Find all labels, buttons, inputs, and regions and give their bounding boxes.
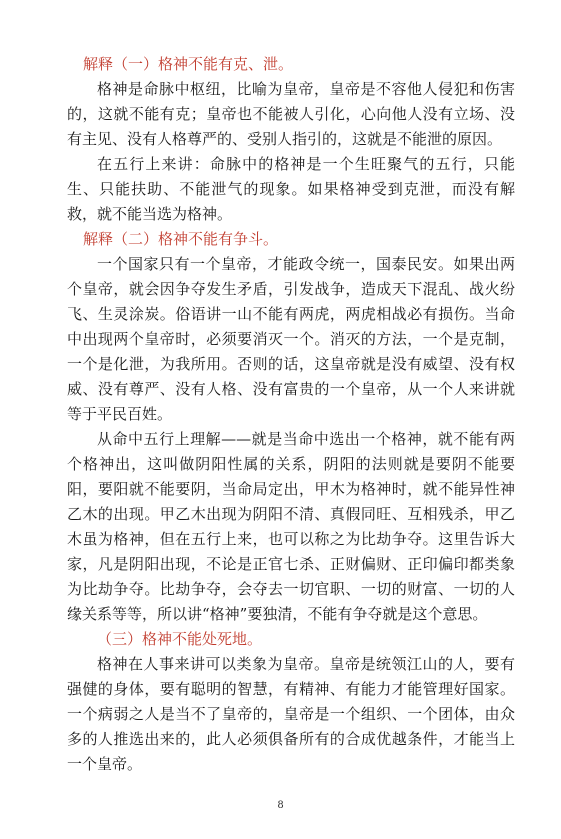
paragraph-two: 在五行上来讲：命脉中的格神是一个生旺聚气的五行，只能生、只能扶助、不能泄气的现象。如果格神受到克泄，而没有解救，就不能当选为格神。	[67, 155, 515, 223]
paragraph-three: 一个国家只有一个皇帝，才能政令统一，国泰民安。如果出两个皇帝，就会因争夺发生矛盾，引发战争，造成天下混乱、战火纷飞、生灵涂炭。俗语讲一山不能有两虎，两虎相战必有损伤。当命中出现两个皇帝时，必须要消灭一个。消灭的方法，一个是克制，一个是化泄，为我所用。否则的话，这皇帝就是没有威望、没有权威、没有尊严、没有人格、没有富贵的一个皇帝，从一个人来讲就等于平民百姓。	[67, 255, 515, 423]
paragraph-four: 从命中五行上理解——就是当命中选出一个格神，就不能有两个格神出，这叫做阴阳性属的关系，阴阳的法则就是要阴不能要阳，要阳就不能要阴，当命局定出，甲木为格神时，就不能异性神乙木的出现。甲乙木出现为阴阳不清、真假同旺、互相残杀，甲乙木虽为格神，但在五行上来，也可以称之为比劫争夺。这里告诉大家，凡是阴阳出现，不论是正官七杀、正财偏财、正印偏印都类象为比劫争夺。比劫争夺，会夺去一切官职、一切的财富、一切的人缘关系等等，所以讲“格神”要独清，不能有争夺就是这个意思。	[67, 430, 515, 623]
section-heading-three: （三）格神不能处死地。	[97, 630, 263, 648]
section-heading-two: 解释（二）格神不能有争斗。	[83, 230, 279, 248]
paragraph-one: 格神是命脉中枢纽，比喻为皇帝，皇帝是不容他人侵犯和伤害的，这就不能有克；皇帝也不能被人引化，心向他人没有立场、没有主见、没有人格尊严的、受别人指引的，这就是不能泄的原因。	[67, 80, 515, 148]
page-content	[67, 40, 515, 777]
paragraph-five: 格神在人事来讲可以类象为皇帝。皇帝是统领江山的人，要有强健的身体，要有聪明的智慧，有精神、有能力才能管理好国家。一个病弱之人是当不了皇帝的，皇帝是一个组织、一个团体，由众多的人推选出来的，此人必须俱备所有的合成优越条件，才能当上一个皇帝。	[67, 655, 515, 773]
page-number: 8	[277, 800, 284, 811]
section-heading-one: 解释（一）格神不能有克、泄。	[83, 55, 294, 73]
